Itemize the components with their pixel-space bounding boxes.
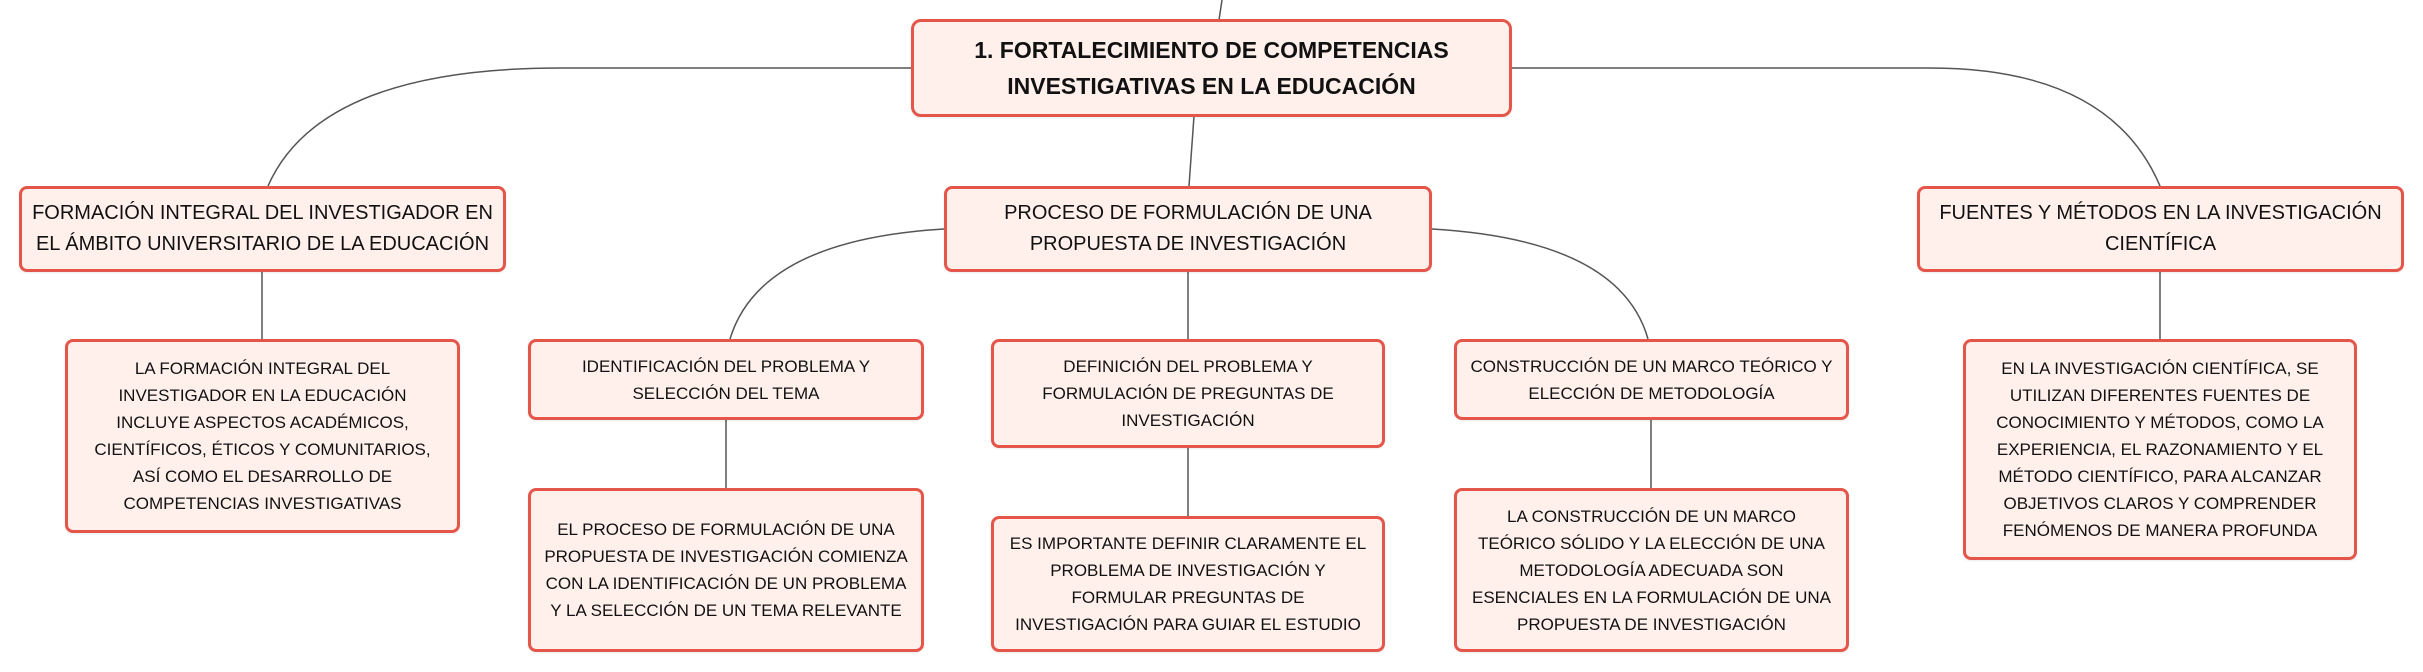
detail-identificacion-problema-text: EL PROCESO DE FORMULACIÓN DE UNA PROPUESTA DE INVESTIGACIÓN COMIENZA CON LA IDENTIFICACIÓN DE UN PROBLEMA Y LA SELECCIÓN DE UN TEMA RELEVANTE [544,520,908,620]
connector-center-child1 [730,229,944,339]
detail-identificacion-problema[interactable] [528,488,924,652]
subtopic-marco-teorico-text: CONSTRUCCIÓN DE UN MARCO TEÓRICO Y ELECCIÓN DE METODOLOGÍA [1470,356,1833,403]
subtopic-identificacion-problema[interactable] [528,339,924,420]
branch-fuentes-metodos-text: FUENTES Y MÉTODOS EN LA INVESTIGACIÓN CIENTÍFICA [1939,202,2382,255]
subtopic-definicion-problema[interactable] [991,339,1385,448]
connector-center-child3 [1432,229,1648,339]
connector-root-left [268,68,912,186]
detail-definicion-problema-text: ES IMPORTANTE DEFINIR CLARAMENTE EL PROBLEMA DE INVESTIGACIÓN Y FORMULAR PREGUNTAS DE INVESTIGACIÓN PARA GUIAR EL ESTUDIO [1009,534,1367,634]
connector-root-right [1512,68,2160,186]
subtopic-definicion-problema-text: DEFINICIÓN DEL PROBLEMA Y FORMULACIÓN DE PREGUNTAS DE INVESTIGACIÓN [1042,357,1334,430]
subtopic-marco-teorico[interactable] [1454,339,1849,420]
detail-formacion-integral-text: LA FORMACIÓN INTEGRAL DEL INVESTIGADOR EN LA EDUCACIÓN INCLUYE ASPECTOS ACADÉMICOS, CIENTÍFICOS, ÉTICOS Y COMUNITARIOS, ASÍ COMO EL DESARROLLO DE COMPETENCIAS INVESTIGATIVAS [94,359,431,513]
root-topic-text: 1. FORTALECIMIENTO DE COMPETENCIAS INVESTIGATIVAS EN LA EDUCACIÓN [974,37,1449,99]
detail-fuentes-metodos-text: EN LA INVESTIGACIÓN CIENTÍFICA, SE UTILIZAN DIFERENTES FUENTES DE CONOCIMIENTO Y MÉTODOS, COMO LA EXPERIENCIA, EL RAZONAMIENTO Y EL MÉTODO CIENTÍFICO, PARA ALCANZAR OBJETIVOS CLAROS Y COMPRENDER FENÓMENOS DE MANERA PROFUNDA [1996,359,2324,540]
detail-definicion-problema[interactable] [991,516,1385,652]
branch-proceso-formulacion-text: PROCESO DE FORMULACIÓN DE UNA PROPUESTA DE INVESTIGACIÓN [1004,202,1372,255]
detail-fuentes-metodos[interactable] [1963,339,2357,560]
branch-formacion-integral-text: FORMACIÓN INTEGRAL DEL INVESTIGADOR EN EL ÁMBITO UNIVERSITARIO DE LA EDUCACIÓN [32,202,493,255]
subtopic-identificacion-problema-text: IDENTIFICACIÓN DEL PROBLEMA Y SELECCIÓN DEL TEMA [581,356,871,403]
connector-root-center [1189,116,1194,186]
branch-formacion-integral[interactable] [19,186,506,272]
detail-formacion-integral[interactable] [65,339,460,533]
root-topic[interactable] [911,19,1512,117]
detail-marco-teorico-text: LA CONSTRUCCIÓN DE UN MARCO TEÓRICO SÓLIDO Y LA ELECCIÓN DE UNA METODOLOGÍA ADECUADA SON ESENCIALES EN LA FORMULACIÓN DE UNA PROPUESTA DE INVESTIGACIÓN [1472,506,1831,634]
connector-root-top [1219,0,1222,20]
branch-fuentes-metodos[interactable] [1917,186,2404,272]
detail-marco-teorico[interactable] [1454,488,1849,652]
branch-proceso-formulacion[interactable] [944,186,1432,272]
